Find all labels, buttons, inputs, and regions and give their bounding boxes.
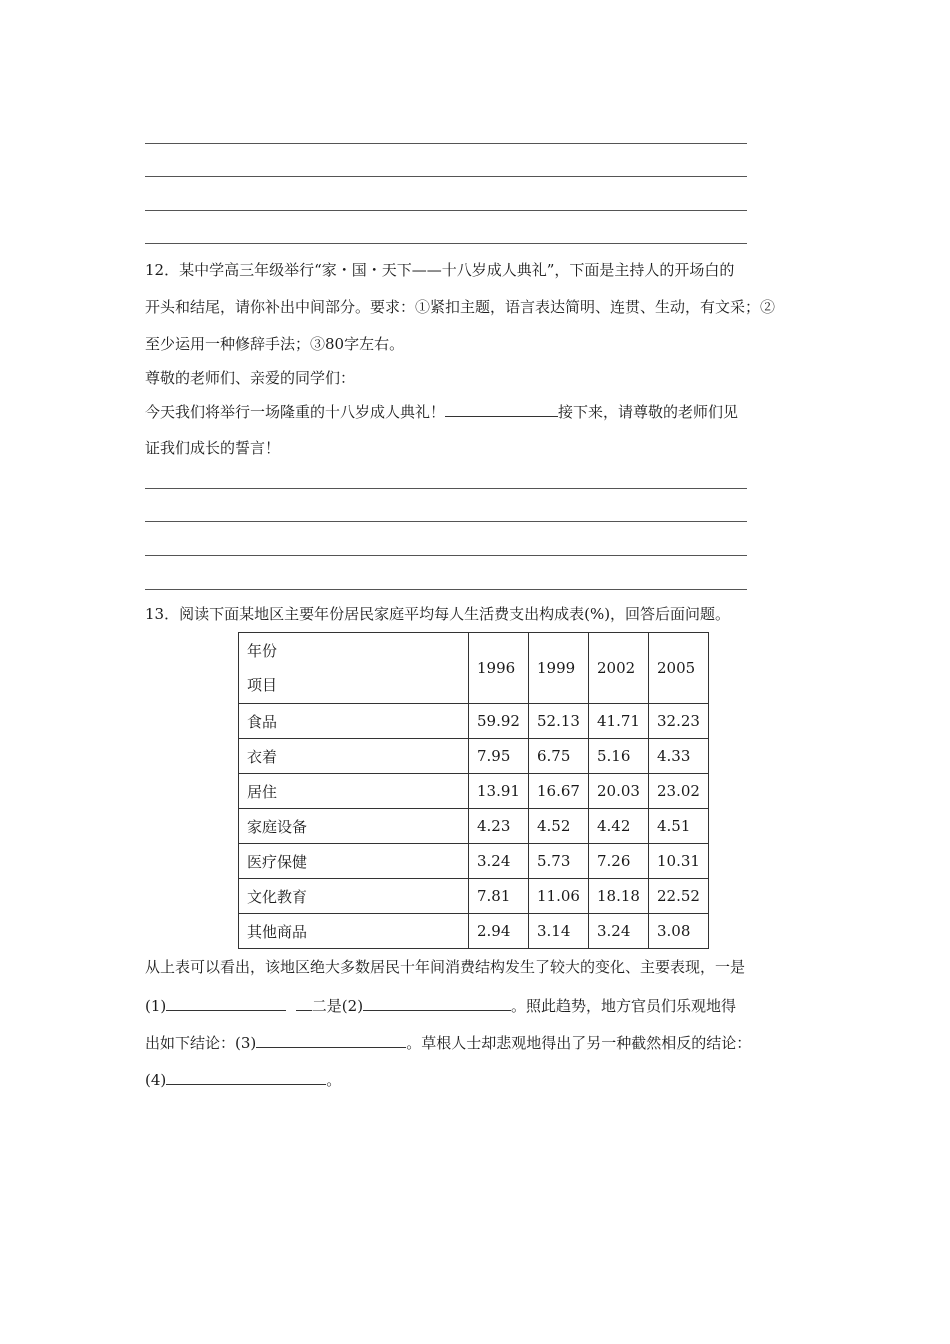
q12-line-1: 12．某中学高三年级举行“家・国・天下——十八岁成人典礼”，下面是主持人的开场白的 <box>145 261 735 279</box>
answer-line[interactable] <box>145 488 747 489</box>
row-item: 居住 <box>239 774 469 809</box>
q12-line-3: 至少运用一种修辞手法；③80字左右。 <box>145 335 405 353</box>
cell-value: 3.24 <box>469 844 529 879</box>
header-cell <box>239 633 469 704</box>
row-item: 文化教育 <box>239 879 469 914</box>
cell-value: 22.52 <box>649 879 709 914</box>
cell-value: 4.51 <box>649 809 709 844</box>
table-row <box>239 809 709 844</box>
cell-value: 52.13 <box>529 704 589 739</box>
q13-intro: 13．阅读下面某地区主要年份居民家庭平均每人生活费支出构成表(%)，回答后面问题。 <box>145 605 731 623</box>
expenditure-table <box>238 632 709 949</box>
part-3-suffix: 。草根人士却悲观地得出了另一种截然相反的结论： <box>406 1034 752 1052</box>
fill-blank[interactable] <box>296 996 312 1011</box>
cell-value: 7.81 <box>469 879 529 914</box>
cell-value: 59.92 <box>469 704 529 739</box>
cell-value: 4.52 <box>529 809 589 844</box>
answer-line[interactable] <box>145 589 747 590</box>
cell-value: 11.06 <box>529 879 589 914</box>
cell-value: 5.73 <box>529 844 589 879</box>
speech-mid: 接下来，请尊敬的老师们见 <box>558 403 739 421</box>
cell-value: 18.18 <box>589 879 649 914</box>
speech-start: 今天我们将举行一场隆重的十八岁成人典礼！ <box>145 403 446 421</box>
part-4-end: 。 <box>326 1071 342 1089</box>
cell-value: 23.02 <box>649 774 709 809</box>
fill-blank[interactable] <box>166 996 286 1011</box>
cell-value: 32.23 <box>649 704 709 739</box>
cell-value: 3.08 <box>649 914 709 949</box>
cell-value: 4.42 <box>589 809 649 844</box>
table-row <box>239 704 709 739</box>
cell-value: 7.95 <box>469 739 529 774</box>
cell-value: 2.94 <box>469 914 529 949</box>
q13-after-2 <box>145 996 736 1016</box>
q12-speech <box>145 402 738 422</box>
q13-after-1: 从上表可以看出，该地区绝大多数居民十年间消费结构发生了较大的变化、主要表现，一是 <box>145 958 746 976</box>
answer-line[interactable] <box>145 521 747 522</box>
cell-value: 16.67 <box>529 774 589 809</box>
part-2-label: 二是(2) <box>311 997 364 1015</box>
answer-line[interactable] <box>145 555 747 556</box>
part-2-suffix: 。照此趋势，地方官员们乐观地得 <box>511 997 737 1015</box>
row-item: 食品 <box>239 704 469 739</box>
part-4-label: (4) <box>145 1071 167 1089</box>
table-row <box>239 914 709 949</box>
table-row <box>239 844 709 879</box>
year-header: 2002 <box>589 633 649 704</box>
fill-blank[interactable] <box>166 1070 326 1085</box>
cell-value: 4.23 <box>469 809 529 844</box>
q13-after-4 <box>145 1070 341 1090</box>
q12-line-2: 开头和结尾，请你补出中间部分。要求：①紧扣主题，语言表达简明、连贯、生动，有文采；② <box>145 298 776 316</box>
cell-value: 6.75 <box>529 739 589 774</box>
year-header: 2005 <box>649 633 709 704</box>
year-header: 1996 <box>469 633 529 704</box>
cell-value: 3.24 <box>589 914 649 949</box>
row-item: 医疗保健 <box>239 844 469 879</box>
header-year-label: 年份 <box>247 642 278 660</box>
table-row <box>239 879 709 914</box>
part-3-label: 出如下结论：(3) <box>145 1034 257 1052</box>
row-item: 衣着 <box>239 739 469 774</box>
fill-blank[interactable] <box>445 402 558 417</box>
answer-line[interactable] <box>145 243 747 244</box>
cell-value: 13.91 <box>469 774 529 809</box>
table-row <box>239 774 709 809</box>
cell-value: 41.71 <box>589 704 649 739</box>
cell-value: 10.31 <box>649 844 709 879</box>
cell-value: 5.16 <box>589 739 649 774</box>
cell-value: 20.03 <box>589 774 649 809</box>
fill-blank[interactable] <box>363 996 511 1011</box>
q13-after-3 <box>145 1033 751 1053</box>
table-header-row <box>239 633 709 704</box>
part-1-label: (1) <box>145 997 167 1015</box>
cell-value: 3.14 <box>529 914 589 949</box>
row-item: 其他商品 <box>239 914 469 949</box>
q12-speech-end: 证我们成长的誓言！ <box>145 439 281 457</box>
table-row <box>239 739 709 774</box>
row-item: 家庭设备 <box>239 809 469 844</box>
fill-blank[interactable] <box>256 1033 406 1048</box>
header-item-label: 项目 <box>247 676 278 694</box>
cell-value: 4.33 <box>649 739 709 774</box>
answer-line[interactable] <box>145 143 747 144</box>
cell-value: 7.26 <box>589 844 649 879</box>
q12-greeting: 尊敬的老师们、亲爱的同学们： <box>145 369 356 387</box>
answer-line[interactable] <box>145 210 747 211</box>
year-header: 1999 <box>529 633 589 704</box>
answer-line[interactable] <box>145 176 747 177</box>
